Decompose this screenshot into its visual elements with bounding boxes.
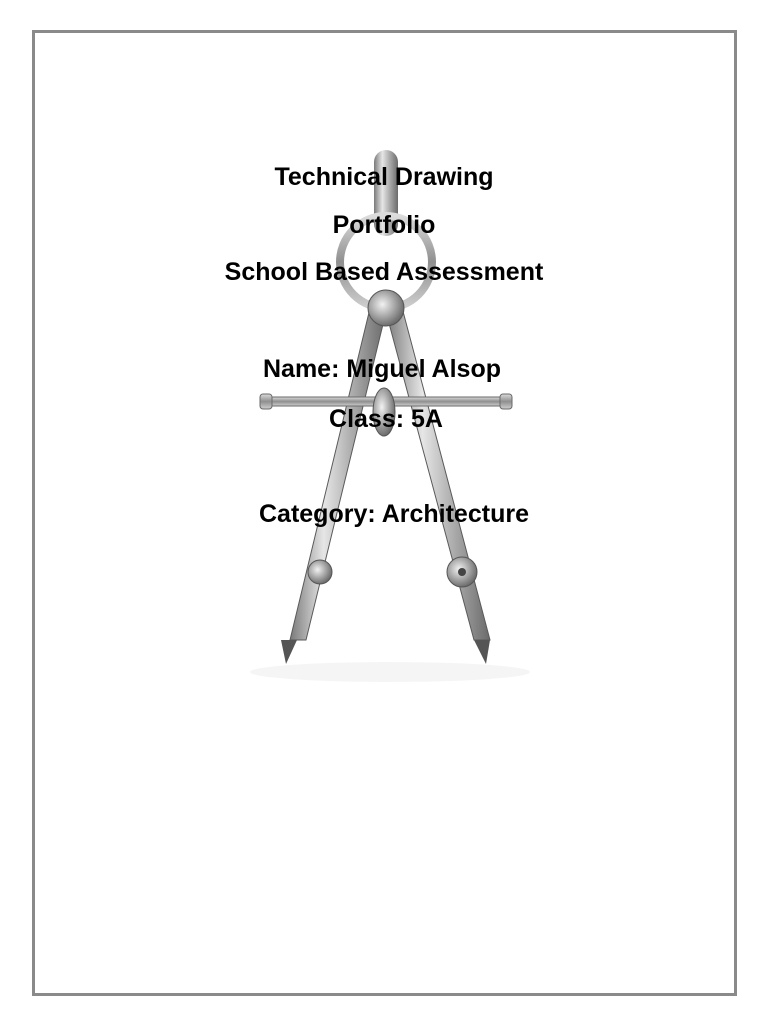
title-line-1: Technical Drawing — [274, 163, 494, 191]
title-line-2: Portfolio — [332, 211, 436, 239]
student-class: Class: 5A — [329, 405, 443, 433]
student-name: Name: Miguel Alsop — [263, 355, 501, 383]
category: Category: Architecture — [259, 500, 529, 528]
title-line-3: School Based Assessment — [224, 258, 544, 286]
